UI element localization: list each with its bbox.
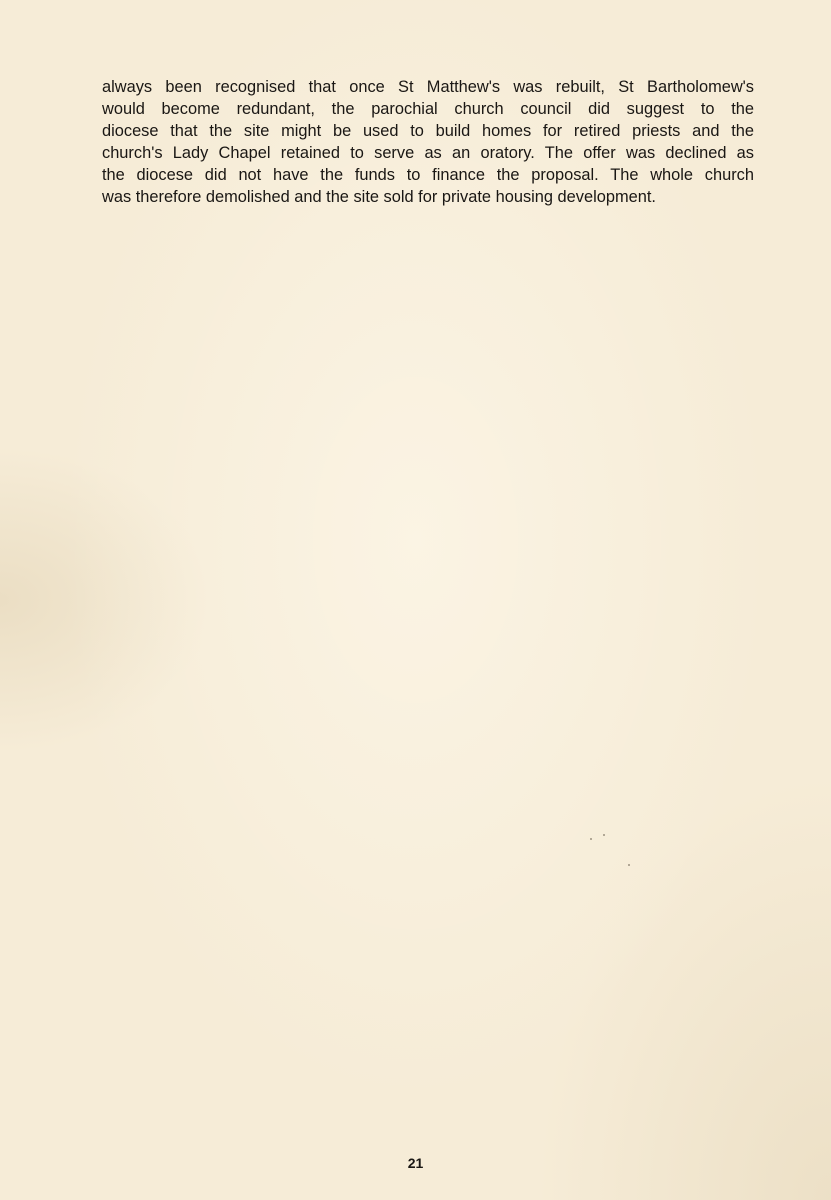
paper-speck [603,834,605,836]
paragraph-line: would become redundant, the parochial church council did suggest to the [102,100,754,119]
paragraph-line: always been recognised that once St Matthew's was rebuilt, St Bartholomew's [102,78,754,96]
paper-speck [628,864,630,866]
paper-speck [590,838,592,840]
body-paragraph [102,76,754,209]
paragraph-line: was therefore demolished and the site sold for private housing development. [102,188,656,207]
page-number: 21 [407,1155,424,1171]
paragraph-line: church's Lady Chapel retained to serve as an oratory. The offer was declined as [102,144,754,163]
paragraph-line: the diocese did not have the funds to finance the proposal. The whole church [102,166,754,185]
paragraph-line: diocese that the site might be used to build homes for retired priests and the [102,122,754,141]
